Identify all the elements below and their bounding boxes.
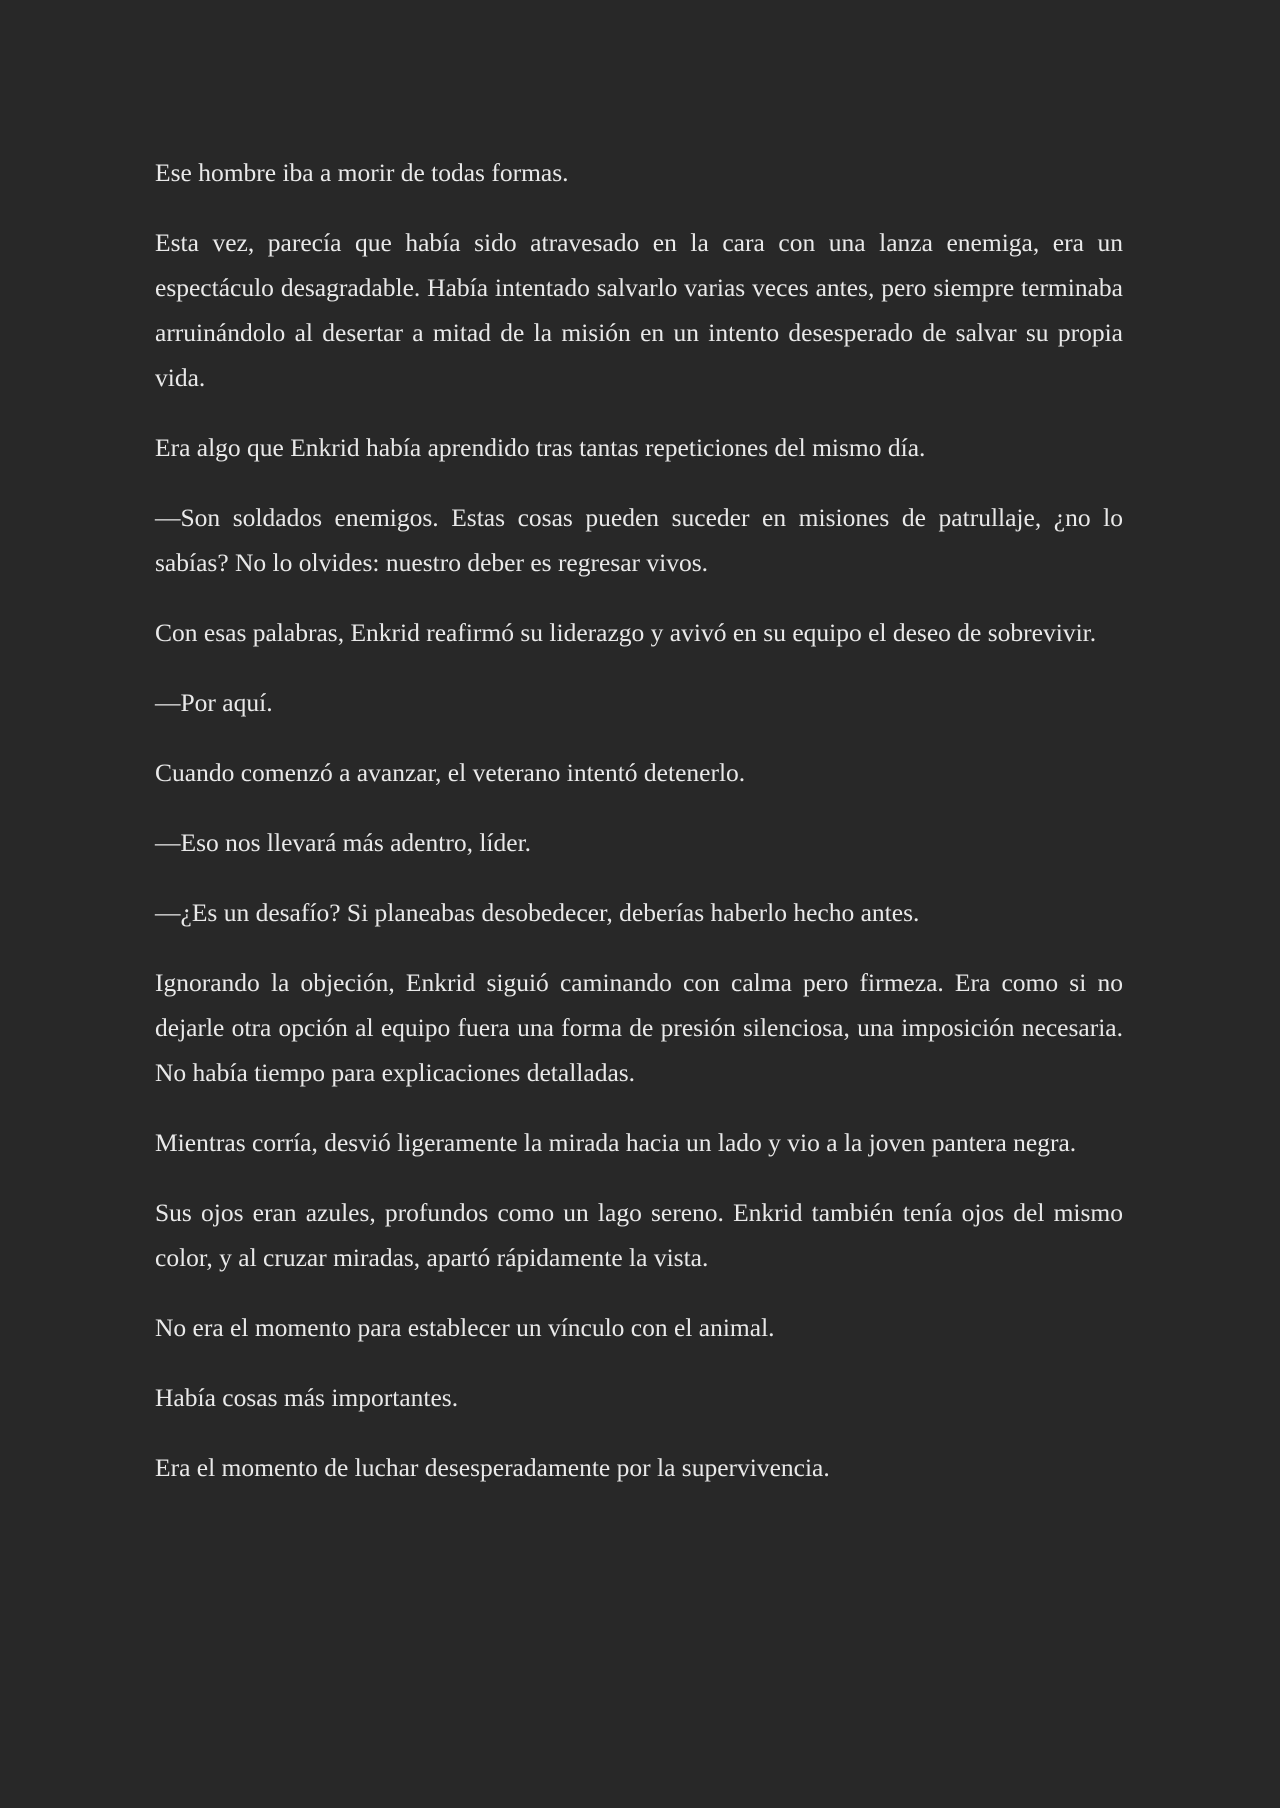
paragraph: Mientras corría, desvió ligeramente la mirada hacia un lado y vio a la joven pantera negra. [155, 1128, 1077, 1157]
paragraph: No era el momento para establecer un vínculo con el animal. [155, 1313, 775, 1342]
paragraph: Era el momento de luchar desesperadamente por la supervivencia. [155, 1453, 830, 1482]
paragraph: —¿Es un desafío? Si planeabas desobedecer, deberías haberlo hecho antes. [155, 898, 920, 927]
paragraph: Había cosas más importantes. [155, 1383, 459, 1412]
paragraph: —Por aquí. [155, 688, 273, 717]
paragraph: —Son soldados enemigos. Estas cosas pueden suceder en misiones de patrullaje, ¿no lo sabías? No lo olvides: nuestro deber es regresar vivos. [155, 503, 1123, 577]
paragraph: Ese hombre iba a morir de todas formas. [155, 158, 569, 187]
paragraph: Con esas palabras, Enkrid reafirmó su liderazgo y avivó en su equipo el deseo de sobrevivir. [155, 618, 1097, 647]
paragraph: Era algo que Enkrid había aprendido tras tantas repeticiones del mismo día. [155, 433, 926, 462]
paragraph: Cuando comenzó a avanzar, el veterano intentó detenerlo. [155, 758, 746, 787]
paragraph: Esta vez, parecía que había sido atravesado en la cara con una lanza enemiga, era un espectáculo desagradable. Había intentado salvarlo varias veces antes, pero siempre terminaba arruinándolo al desertar a mitad de la misión en un intento desesperado de salvar su propia vida. [155, 228, 1123, 392]
paragraph: Sus ojos eran azules, profundos como un lago sereno. Enkrid también tenía ojos del mismo color, y al cruzar miradas, apartó rápidamente la vista. [155, 1198, 1123, 1272]
chapter-body [155, 150, 1123, 1515]
paragraph: —Eso nos llevará más adentro, líder. [155, 828, 532, 857]
paragraph: Ignorando la objeción, Enkrid siguió caminando con calma pero firmeza. Era como si no dejarle otra opción al equipo fuera una forma de presión silenciosa, una imposición necesaria. No había tiempo para explicaciones detalladas. [155, 968, 1123, 1087]
